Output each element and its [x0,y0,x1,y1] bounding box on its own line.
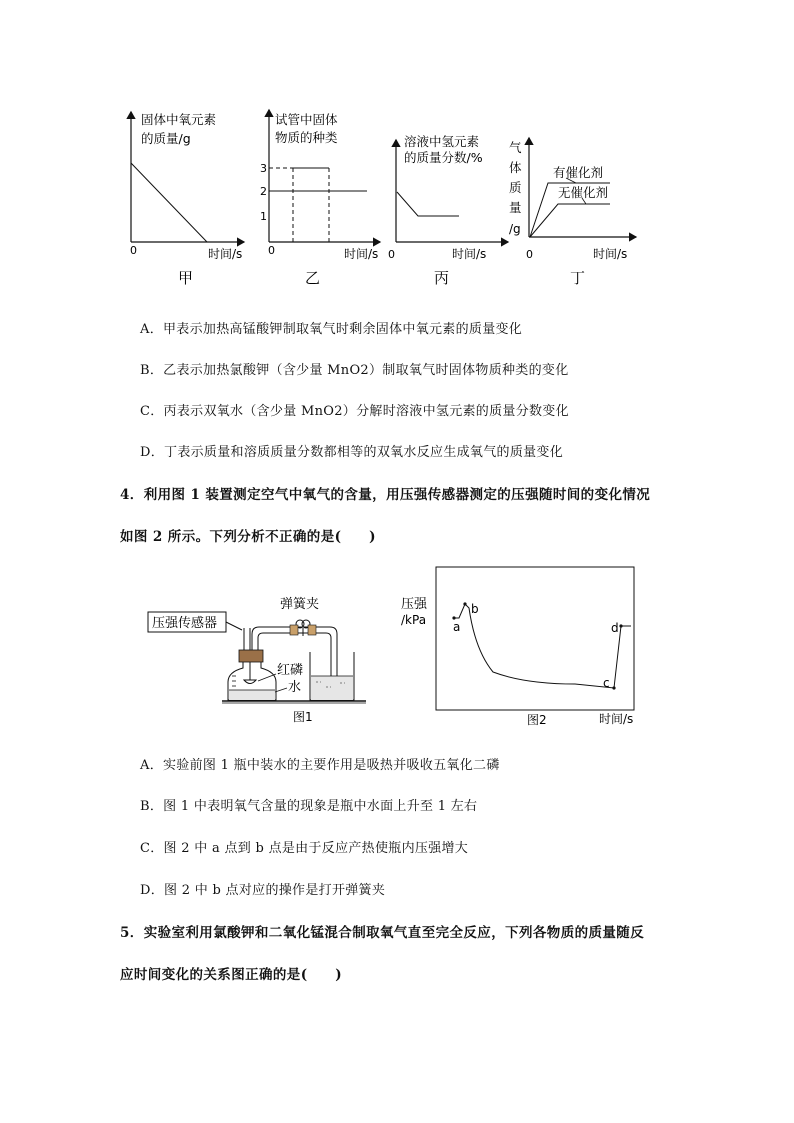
graph-bing-line [397,192,459,216]
figure2-point-d: d [611,621,619,635]
figure2-xlabel: 时间/s [599,712,634,726]
figure2-point-c: c [603,676,610,690]
q3-option-c[interactable]: C．丙表示双氧水（含少量 MnO2）分解时溶液中氢元素的质量分数变化 [140,404,569,419]
q3-option-a[interactable]: A．甲表示加热高锰酸钾制取氧气时剩余固体中氧元素的质量变化 [140,322,523,337]
q4-option-a[interactable]: A．实验前图 1 瓶中装水的主要作用是吸热并吸收五氧化二磷 [140,758,500,773]
graph-yi-tick-2: 2 [260,185,267,198]
red-phosphorus-label: 红磷 [277,663,304,678]
graph-ding-line-nocatalyst [530,204,610,237]
graph-jia-ylabel1: 固体中氧元素 [141,112,217,127]
graph-yi-tick-3: 3 [260,162,267,175]
figure2-point-b: b [471,602,479,616]
graph-jia-origin: 0 [130,244,137,257]
graph-bing-xlabel: 时间/s [452,247,487,261]
figure2-ylabel1: 压强 [401,597,428,612]
graph-bing-caption: 丙 [434,269,450,287]
graph-ding-ychar-5: /g [509,222,521,236]
graph-ding-ychar-4: 量 [509,200,522,215]
figure2-point-a: a [453,620,461,634]
pressure-sensor-label: 压强传感器 [152,616,218,631]
graphs-figure [0,0,794,300]
graph-ding-label-catalyst: 有催化剂 [553,165,604,180]
graph-ding-ychar-2: 体 [509,160,522,175]
graph-bing-ylabel2: 的质量分数/% [404,150,483,165]
q4-stem-line2: 如图 2 所示。下列分析不正确的是( ) [120,529,376,545]
graph-jia-line [131,163,207,242]
graph-yi-ylabel2: 物质的种类 [275,130,338,145]
q3-option-d[interactable]: D．丁表示质量和溶质质量分数都相等的双氧水反应生成氧气的质量变化 [140,445,564,460]
q4-option-d[interactable]: D．图 2 中 b 点对应的操作是打开弹簧夹 [140,883,386,898]
graph-yi-xlabel: 时间/s [344,247,379,261]
graph-jia [130,112,244,287]
figure1-apparatus [140,590,370,730]
graph-ding [509,138,636,287]
spring-clamp-label: 弹簧夹 [280,597,320,612]
graph-jia-caption: 甲 [178,269,194,287]
q4-option-b[interactable]: B．图 1 中表明氧气含量的现象是瓶中水面上升至 1 左右 [140,799,478,814]
graph-ding-label-nocatalyst: 无催化剂 [558,185,609,200]
figure2-pressure-chart [395,560,645,730]
graph-jia-ylabel2: 的质量/g [141,131,191,146]
graph-yi-caption: 乙 [305,269,321,287]
graph-ding-ychar-1: 气 [509,140,522,155]
graph-yi-origin: 0 [268,244,275,257]
water-label: 水 [288,680,302,695]
graph-yi [260,110,380,287]
graph-bing-ylabel1: 溶液中氢元素 [404,134,480,149]
graph-jia-xlabel: 时间/s [208,247,243,261]
q5-stem-line2: 应时间变化的关系图正确的是( ) [120,967,343,983]
q4-stem-line1: 4．利用图 1 装置测定空气中氧气的含量，用压强传感器测定的压强随时间的变化情况 [120,487,651,503]
q5-stem-line1: 5．实验室利用氯酸钾和二氧化锰混合制取氧气直至完全反应，下列各物质的质量随反 [120,925,645,941]
graph-bing [388,134,508,287]
graph-yi-tick-1: 1 [260,210,267,223]
graph-ding-ychar-3: 质 [509,180,522,195]
q4-option-c[interactable]: C．图 2 中 a 点到 b 点是由于反应产热使瓶内压强增大 [140,841,469,856]
figure2-caption: 图2 [527,713,547,727]
graph-yi-ylabel1: 试管中固体 [275,112,338,127]
figure2-ylabel2: /kPa [401,613,427,627]
graph-ding-xlabel: 时间/s [593,247,628,261]
graph-ding-origin: 0 [526,248,533,261]
figure1-caption: 图1 [293,710,313,724]
q3-option-b[interactable]: B．乙表示加热氯酸钾（含少量 MnO2）制取氧气时固体物质种类的变化 [140,363,569,378]
graph-ding-caption: 丁 [570,269,586,287]
graph-bing-origin: 0 [388,248,395,261]
